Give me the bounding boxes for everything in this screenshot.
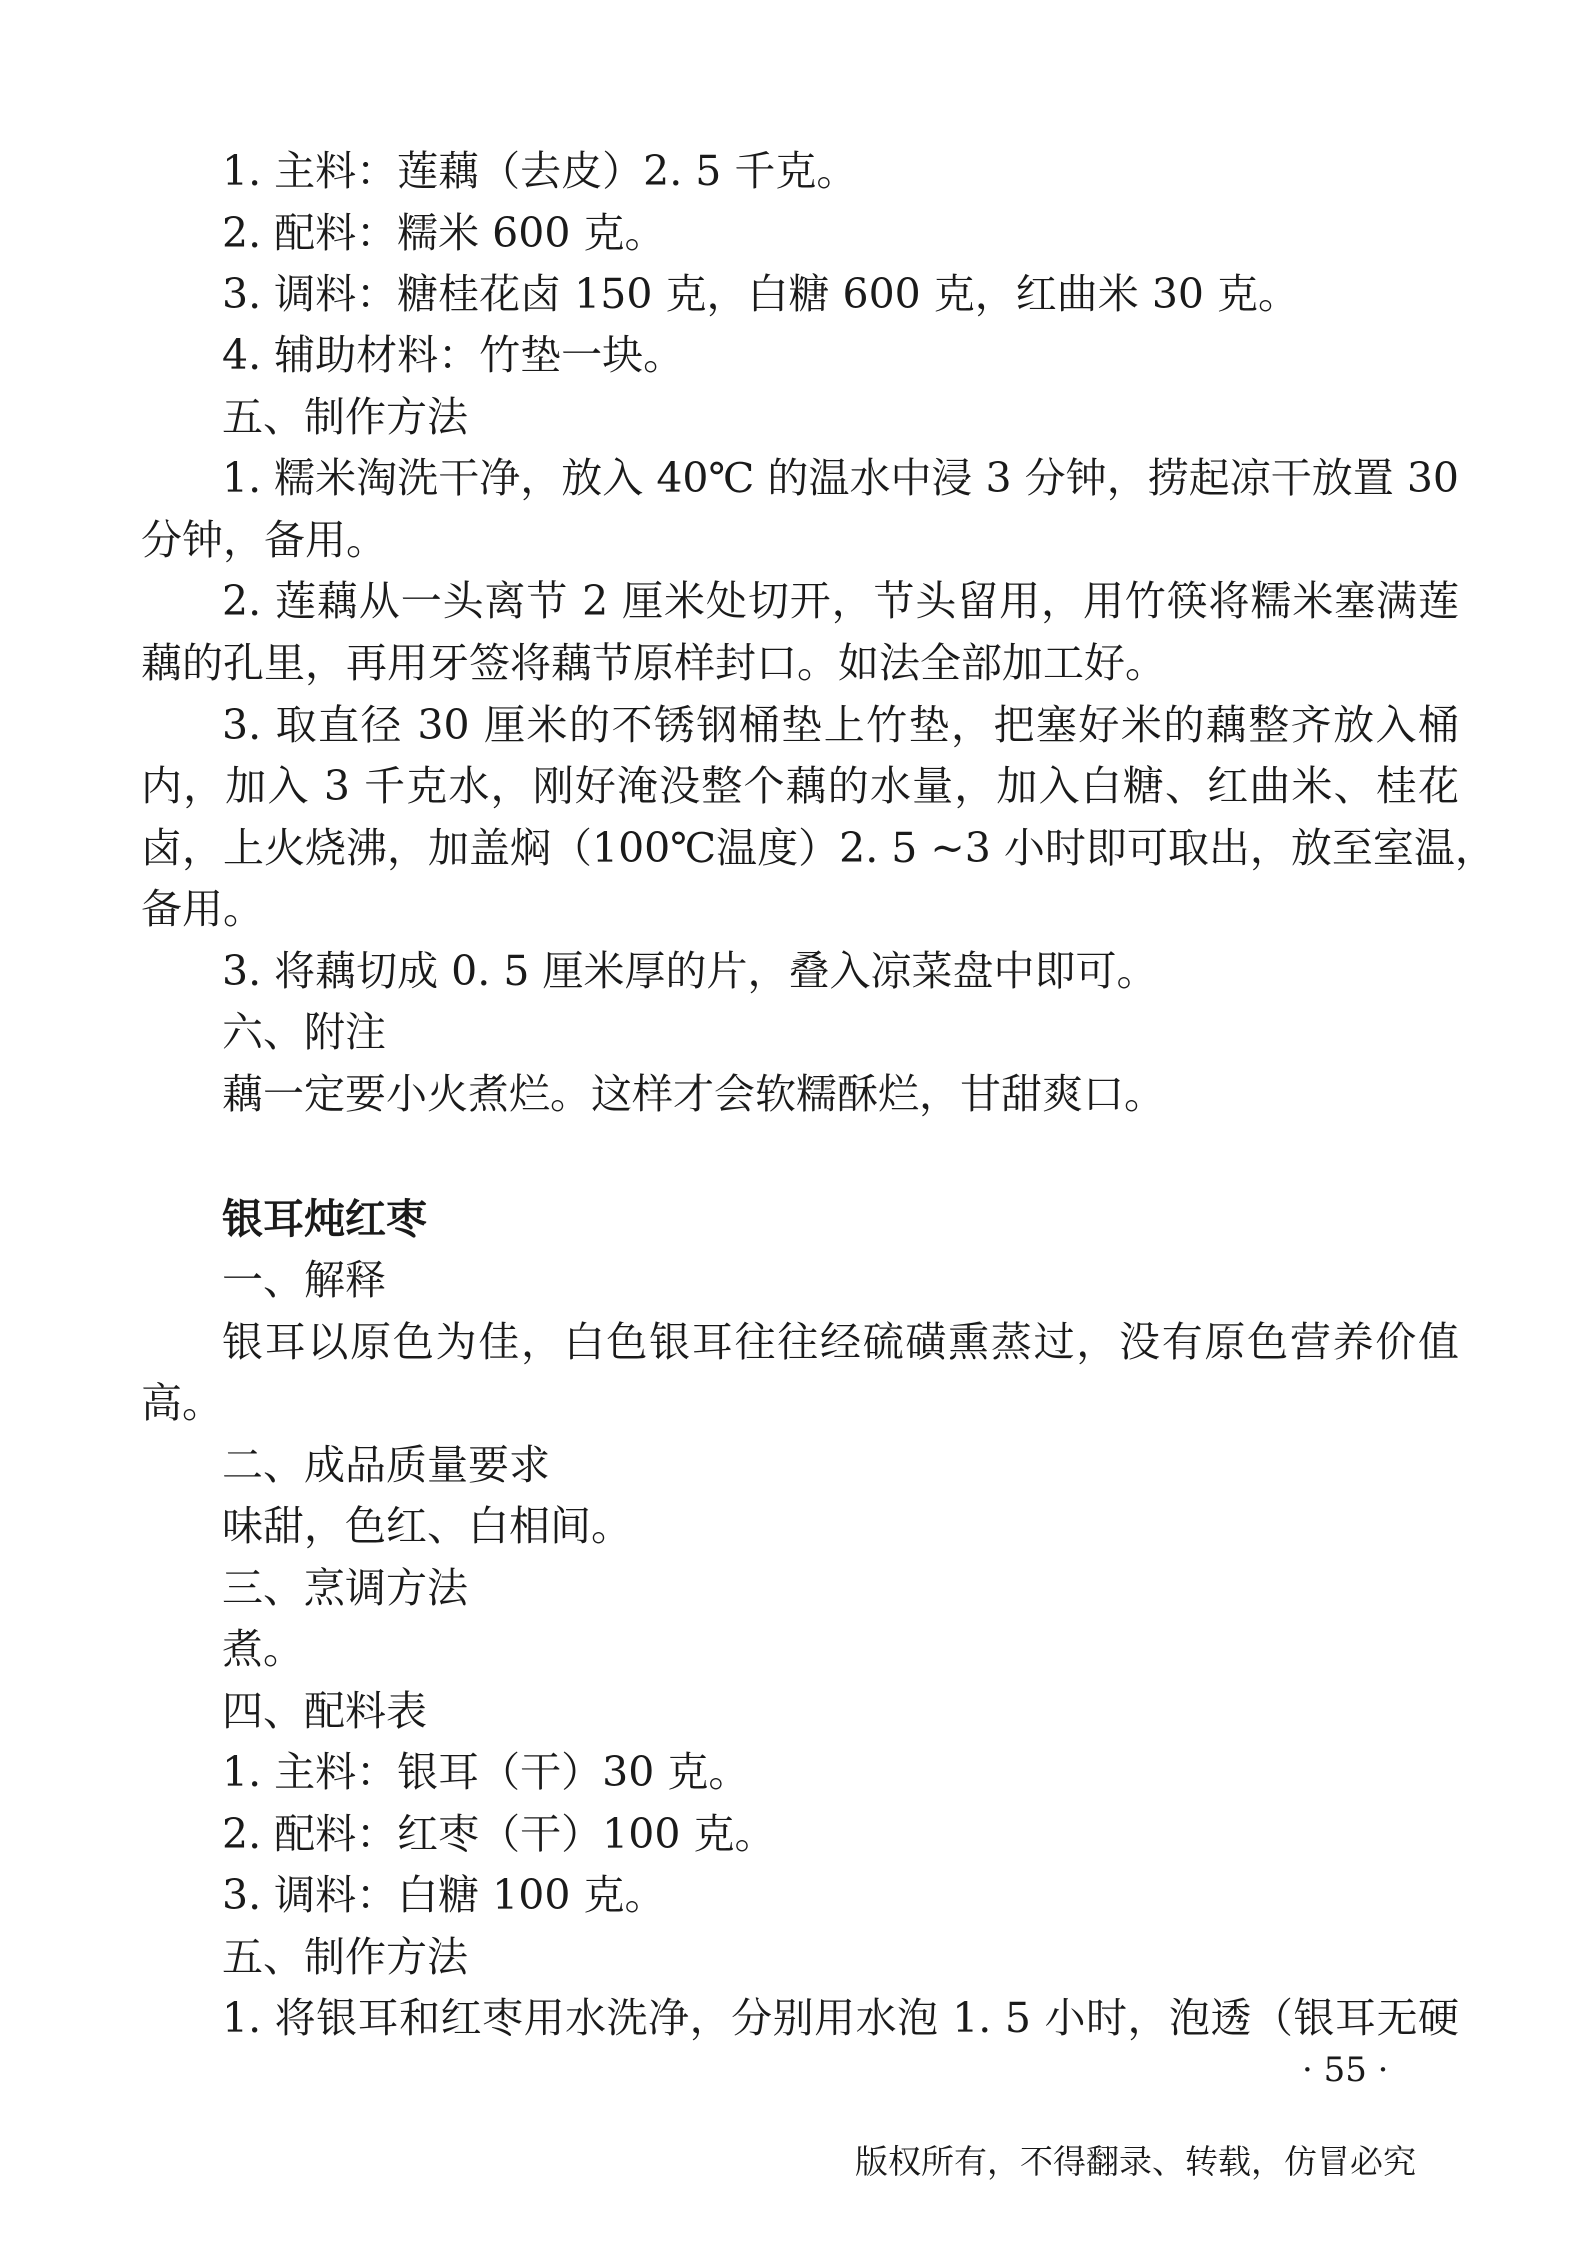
method-step-4: 3. 将藕切成 0. 5 厘米厚的片，叠入凉菜盘中即可。 xyxy=(222,947,1158,995)
method-step-3-line-4: 备用。 xyxy=(141,885,264,933)
method-step-3-line-3: 卤，上火烧沸，加盖焖（100℃温度）2. 5 ~3 小时即可取出，放至室温， xyxy=(141,824,1496,872)
method-step-3-line-2: 内，加入 3 千克水，刚好淹没整个藕的水量，加入白糖、红曲米、桂花 xyxy=(141,762,1459,810)
ingredient-secondary: 2. 配料：红枣（干）100 克。 xyxy=(222,1810,776,1858)
method-step-2-line-2: 藕的孔里，再用牙签将藕节原样封口。如法全部加工好。 xyxy=(141,639,1166,687)
heading-method: 五、制作方法 xyxy=(222,1933,468,1981)
heading-explanation: 一、解释 xyxy=(222,1256,386,1304)
ingredient-main: 1. 主料：莲藕（去皮）2. 5 千克。 xyxy=(222,147,858,195)
ingredient-auxiliary: 4. 辅助材料：竹垫一块。 xyxy=(222,331,685,379)
ingredient-seasoning: 3. 调料：白糖 100 克。 xyxy=(222,1871,666,1919)
cooking-method-text: 煮。 xyxy=(222,1625,304,1673)
method-step-3-line-1: 3. 取直径 30 厘米的不锈钢桶垫上竹垫，把塞好米的藕整齐放入桶 xyxy=(222,701,1459,749)
copyright-notice: 版权所有，不得翻录、转载，仿冒必究 xyxy=(855,2142,1416,2181)
ingredient-seasoning: 3. 调料：糖桂花卤 150 克，白糖 600 克，红曲米 30 克。 xyxy=(222,270,1300,318)
explanation-line-1: 银耳以原色为佳，白色银耳往往经硫磺熏蒸过，没有原色营养价值 xyxy=(222,1318,1459,1366)
notes-text: 藕一定要小火煮烂。这样才会软糯酥烂，甘甜爽口。 xyxy=(222,1070,1165,1118)
ingredient-main: 1. 主料：银耳（干）30 克。 xyxy=(222,1748,750,1796)
method-step-1-line-2: 分钟，备用。 xyxy=(141,516,387,564)
heading-ingredients: 四、配料表 xyxy=(222,1687,427,1735)
section-heading-notes: 六、附注 xyxy=(222,1008,386,1056)
page-number: · 55 · xyxy=(1302,2050,1389,2090)
quality-text: 味甜，色红、白相间。 xyxy=(222,1502,632,1550)
method-step-2-line-1: 2. 莲藕从一头离节 2 厘米处切开，节头留用，用竹筷将糯米塞满莲 xyxy=(222,577,1459,625)
heading-quality: 二、成品质量要求 xyxy=(222,1441,550,1489)
ingredient-secondary: 2. 配料：糯米 600 克。 xyxy=(222,209,666,257)
heading-cooking-method: 三、烹调方法 xyxy=(222,1564,468,1612)
explanation-line-2: 高。 xyxy=(141,1379,223,1427)
method-step-1: 1. 将银耳和红枣用水洗净，分别用水泡 1. 5 小时，泡透（银耳无硬 xyxy=(222,1994,1459,2042)
method-step-1-line-1: 1. 糯米淘洗干净，放入 40℃ 的温水中浸 3 分钟，捞起凉干放置 30 xyxy=(222,454,1459,502)
section-heading-method: 五、制作方法 xyxy=(222,393,468,441)
recipe-title: 银耳炖红枣 xyxy=(222,1195,427,1243)
